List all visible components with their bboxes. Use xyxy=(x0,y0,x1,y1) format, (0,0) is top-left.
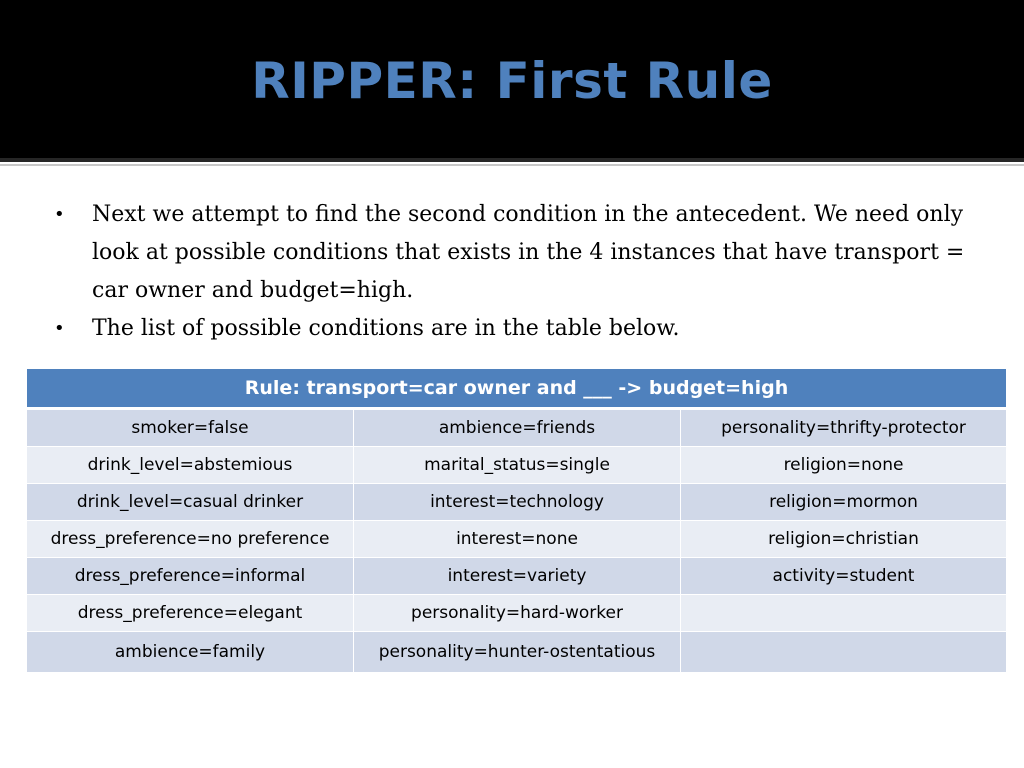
title-bar xyxy=(0,0,1024,158)
table-row xyxy=(27,595,1007,632)
table-row xyxy=(27,484,1007,521)
table-cell: personality=hunter-ostentatious xyxy=(354,632,681,673)
conditions-table xyxy=(26,368,1007,673)
table-cell: marital_status=single xyxy=(354,447,681,484)
table-row xyxy=(27,447,1007,484)
table-header-row xyxy=(27,369,1007,409)
bullet-text: Next we attempt to find the second condition in the antecedent. We need only look at possible conditions that exists in the 4 instances that have transport = car owner and budget=high. xyxy=(92,202,965,303)
table-cell: personality=thrifty-protector xyxy=(681,409,1007,447)
bullet-item xyxy=(54,310,984,348)
bullet-text: The list of possible conditions are in the table below. xyxy=(92,316,680,341)
table-cell: personality=hard-worker xyxy=(354,595,681,632)
table-row xyxy=(27,558,1007,595)
table-cell xyxy=(681,632,1007,673)
table-row xyxy=(27,521,1007,558)
table-cell: interest=variety xyxy=(354,558,681,595)
table-cell: drink_level=abstemious xyxy=(27,447,354,484)
title-divider-shadow xyxy=(0,164,1024,166)
table-cell: interest=none xyxy=(354,521,681,558)
bullet-list xyxy=(54,196,984,348)
table-cell: drink_level=casual drinker xyxy=(27,484,354,521)
table-cell: smoker=false xyxy=(27,409,354,447)
table-cell: religion=mormon xyxy=(681,484,1007,521)
table-row xyxy=(27,409,1007,447)
bullet-item xyxy=(54,196,984,310)
table-cell: dress_preference=elegant xyxy=(27,595,354,632)
table-cell: activity=student xyxy=(681,558,1007,595)
slide-title: RIPPER: First Rule xyxy=(251,52,773,110)
table-cell: ambience=friends xyxy=(354,409,681,447)
table-cell: religion=christian xyxy=(681,521,1007,558)
bullet-dot-icon: • xyxy=(54,318,65,339)
table-row xyxy=(27,632,1007,673)
title-divider xyxy=(0,158,1024,162)
table-cell: dress_preference=informal xyxy=(27,558,354,595)
table-header: Rule: transport=car owner and ___ -> budget=high xyxy=(27,369,1007,409)
table-cell: interest=technology xyxy=(354,484,681,521)
bullet-dot-icon: • xyxy=(54,204,65,225)
table-cell: ambience=family xyxy=(27,632,354,673)
table-cell: religion=none xyxy=(681,447,1007,484)
table-cell: dress_preference=no preference xyxy=(27,521,354,558)
table-cell xyxy=(681,595,1007,632)
